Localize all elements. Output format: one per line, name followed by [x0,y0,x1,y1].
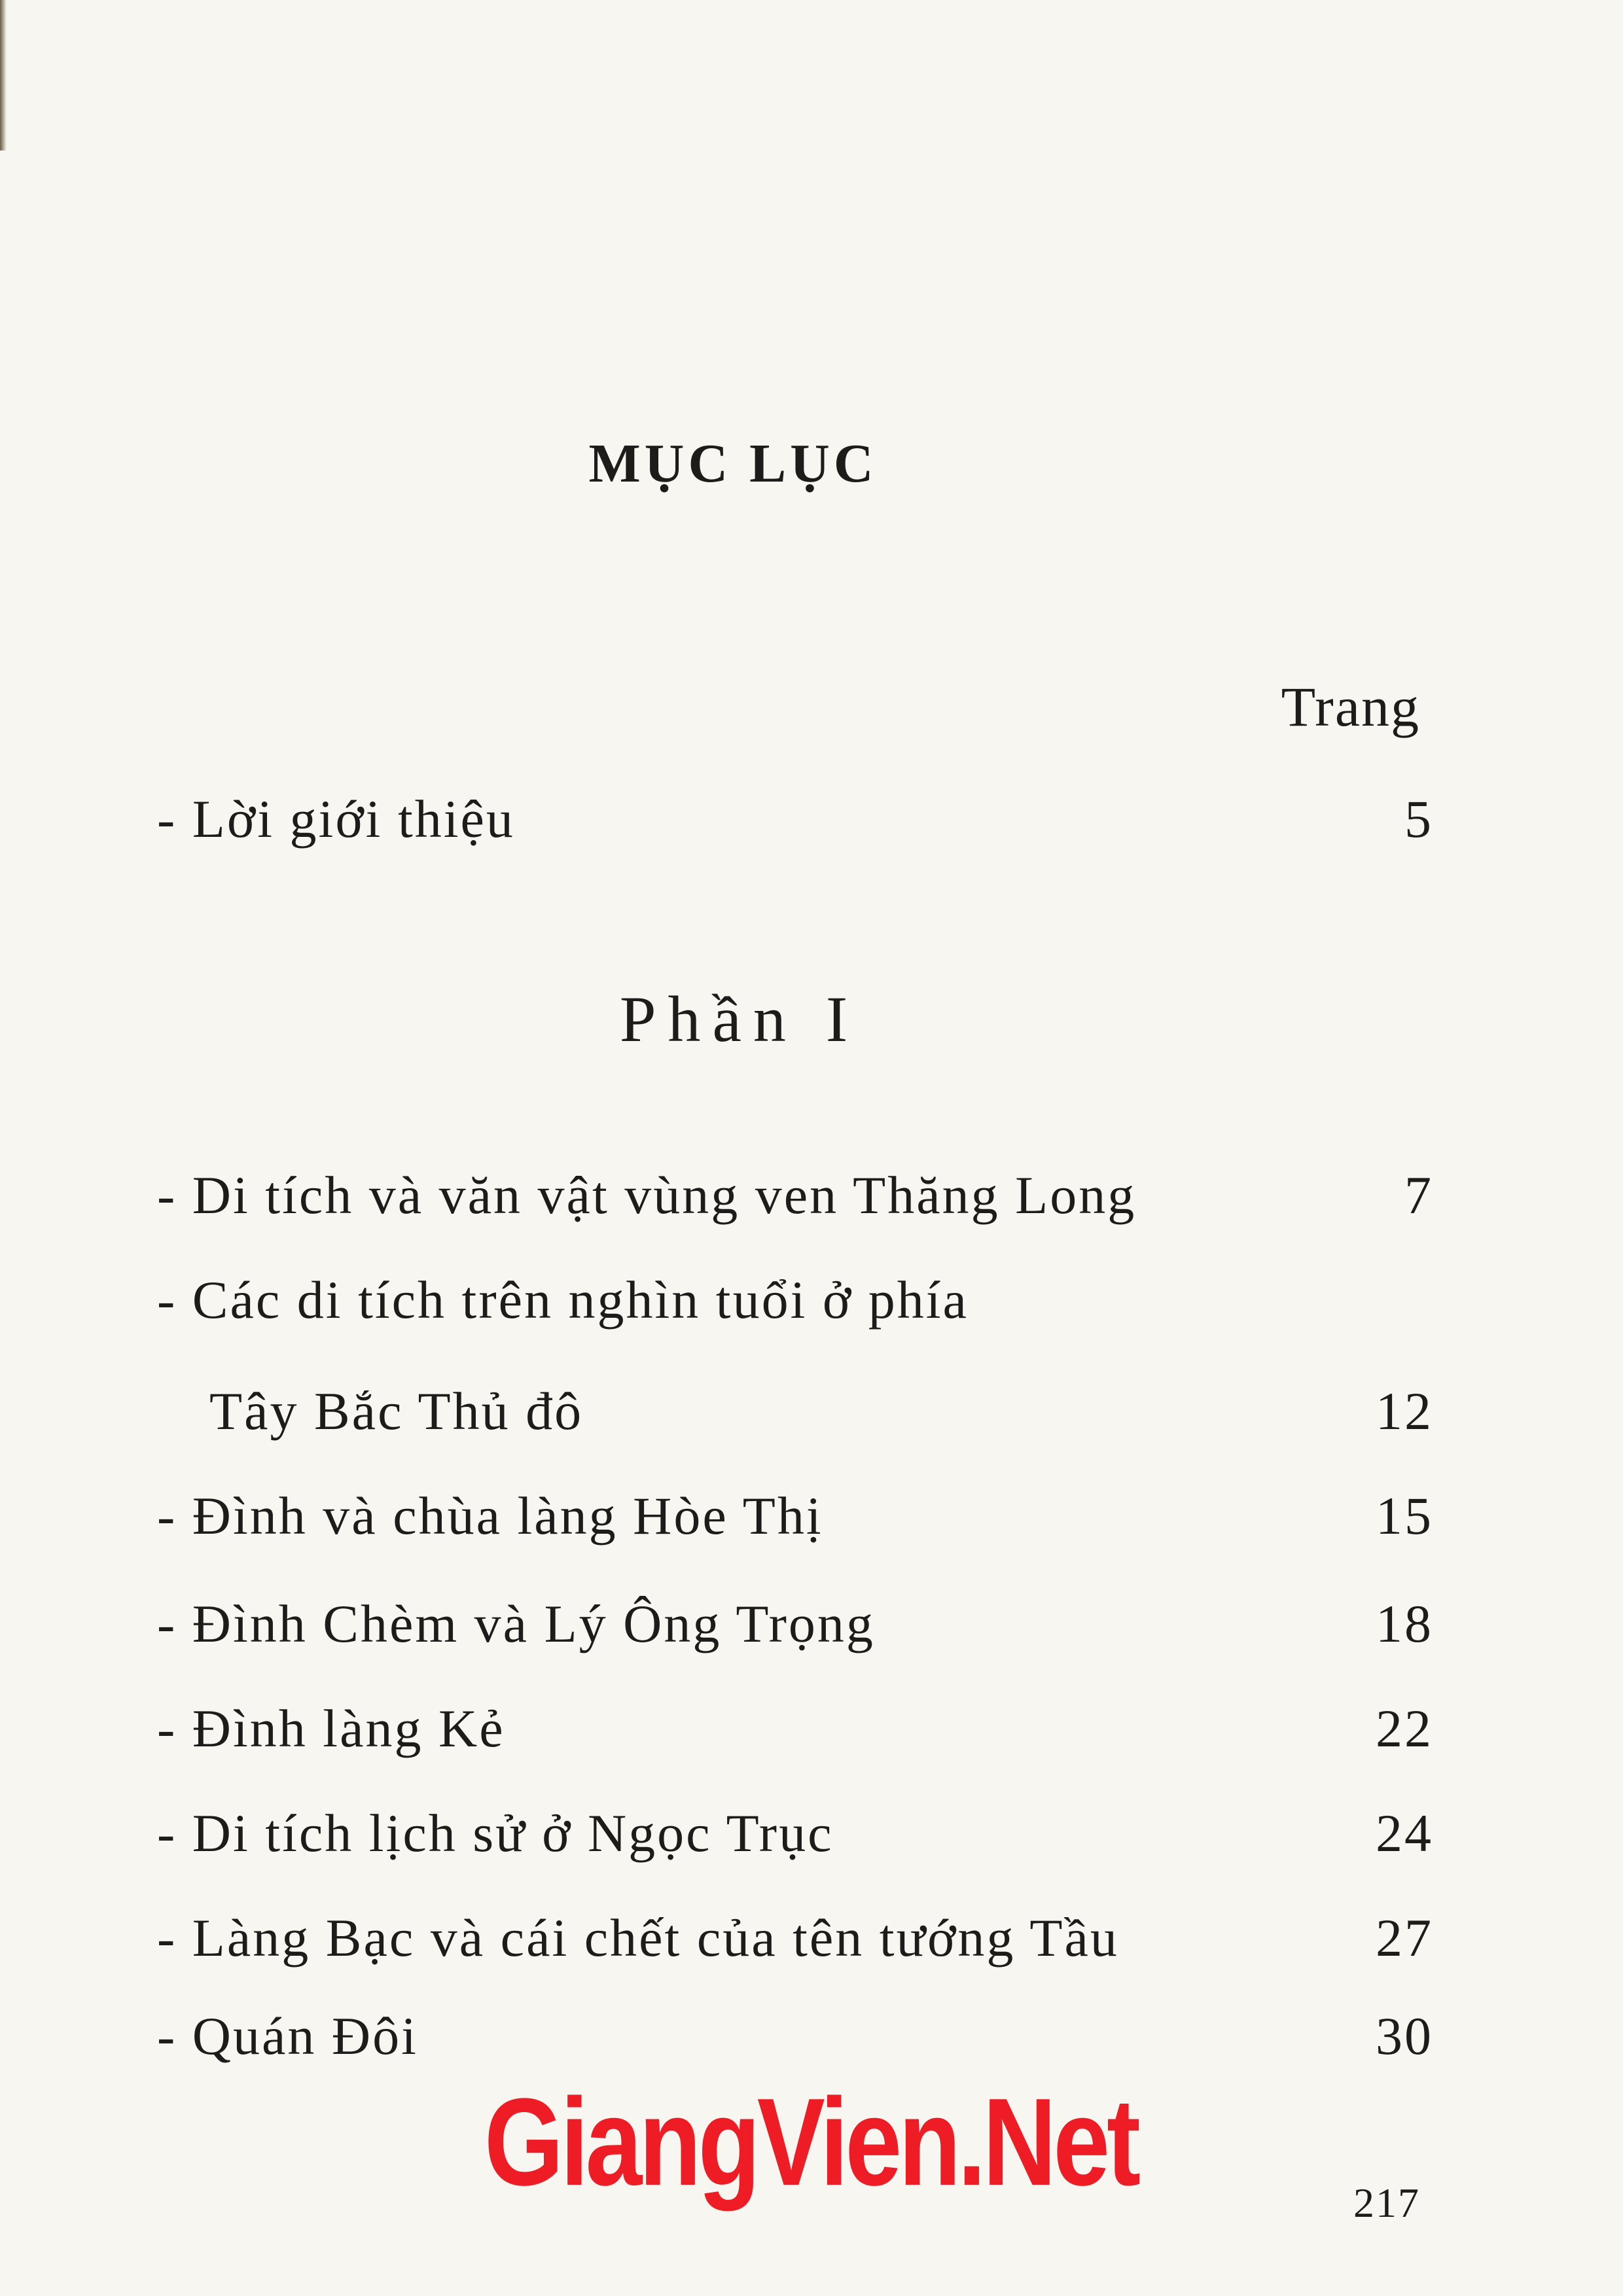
toc-entry-page: 27 [1376,1908,1433,1968]
page-edge-shadow [0,0,7,150]
part-title: Phần I [619,983,860,1055]
toc-entry-page: 5 [1404,789,1433,849]
toc-heading: MỤC LỤC [588,433,878,494]
watermark: GiangVien.Net [484,2073,1138,2212]
toc-entry-label: - Các di tích trên nghìn tuổi ở phía [157,1270,969,1330]
toc-entry-continuation [157,1381,1433,1453]
toc-entry [157,2005,1433,2077]
toc-entry-label: - Di tích và văn vật vùng ven Thăng Long [157,1165,1137,1225]
toc-entry [157,1593,1433,1665]
toc-entry-label: - Quán Đôi [157,2006,418,2066]
toc-entry-label: - Đình Chèm và Lý Ông Trọng [157,1594,875,1653]
toc-entry [157,1485,1433,1557]
page-number: 217 [1353,2180,1420,2226]
toc-entry-label: Tây Bắc Thủ đô [209,1381,584,1441]
toc-entry-label: - Đình làng Kẻ [157,1699,505,1758]
toc-entry-page: 7 [1404,1165,1433,1225]
toc-entry [157,1698,1433,1770]
toc-entry-page: 30 [1376,2006,1433,2066]
toc-entry-label: - Làng Bạc và cái chết của tên tướng Tầu [157,1908,1119,1968]
toc-entry-label: - Di tích lịch sử ở Ngọc Trục [157,1803,834,1863]
toc-entry-page: 22 [1376,1699,1433,1758]
toc-entry-page: 18 [1376,1594,1433,1653]
toc-entry [157,1269,1433,1341]
toc-entry-page: 15 [1376,1486,1433,1545]
toc-entry-page: 12 [1376,1381,1433,1441]
toc-entry [157,1907,1433,1979]
toc-entry-page: 24 [1376,1803,1433,1863]
toc-entry-label: - Lời giới thiệu [157,789,515,849]
toc-entry [157,1165,1433,1237]
toc-entry [157,1803,1433,1875]
toc-entry-label: - Đình và chùa làng Hòe Thị [157,1486,823,1545]
toc-entry-intro [157,788,1433,860]
page-column-header: Trang [1281,675,1420,738]
